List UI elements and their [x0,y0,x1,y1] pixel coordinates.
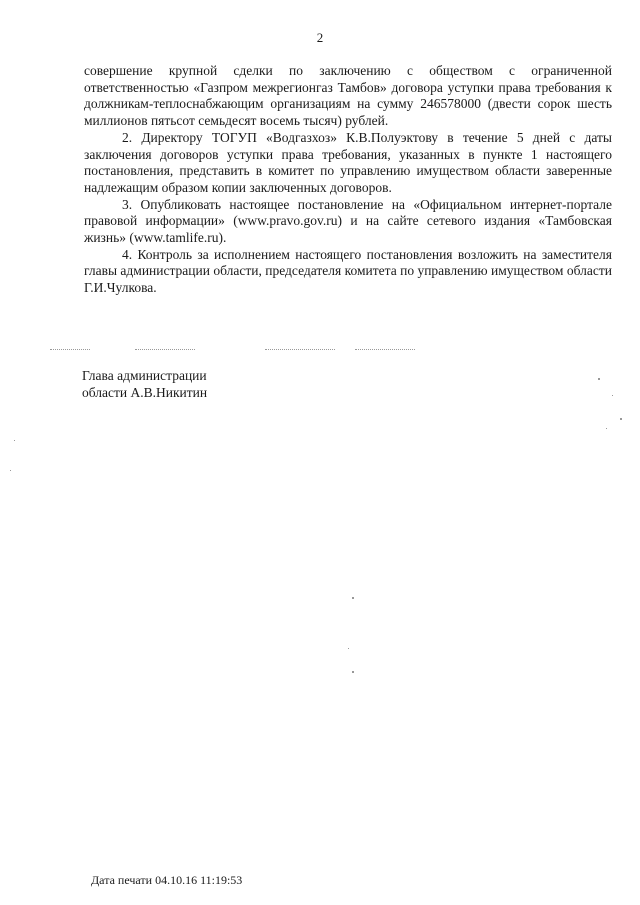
paragraph-item-4: 4. Контроль за исполнением настоящего постановления возложить на заместителя главы администрации области, председателя комитета по управлению имуществом области Г.И.Чулкова. [84,246,612,296]
scan-speck [598,378,600,380]
scan-artifact [135,349,195,351]
scan-speck [14,440,15,441]
paragraph-continuation: совершение крупной сделки по заключению с обществом с ограниченной ответственностью «Газпром межрегионгаз Тамбов» договора уступки права требования к должникам-теплоснабжающим организациям на сумму 246578000 (двести сорок шесть миллионов пятьсот семьдесят восемь тысяч) рублей. [84,63,612,129]
page-number: 2 [316,30,324,45]
scan-speck [352,597,354,599]
signature-name: области А.В.Никитин [82,384,208,400]
scan-speck [606,428,607,429]
print-date: Дата печати 04.10.16 11:19:53 [91,873,243,887]
scan-artifact [355,349,415,351]
paragraph-item-2: 2. Директору ТОГУП «Водгазхоз» К.В.Полуэктову в течение 5 дней с даты заключения договоров уступки права требования, указанных в пункте 1 настоящего постановления, представить в комитет по управлению имуществом области заверенные надлежащим образом копии заключенных договоров. [84,129,612,195]
scan-artifact [265,349,335,351]
scan-artifact [50,349,90,351]
signature-block [82,368,207,401]
signature-title: Глава администрации [82,368,207,383]
scan-speck [348,648,349,649]
document-body [84,63,612,297]
scan-speck [10,470,11,471]
scan-speck [352,671,354,673]
paragraph-item-3: 3. Опубликовать настоящее постановление на «Официальном интернет-портале правовой информации» (www.pravo.gov.ru) и на сайте сетевого издания «Тамбовская жизнь» (www.tamlife.ru). [84,196,612,246]
scan-speck [612,395,613,396]
scan-speck [620,418,622,420]
